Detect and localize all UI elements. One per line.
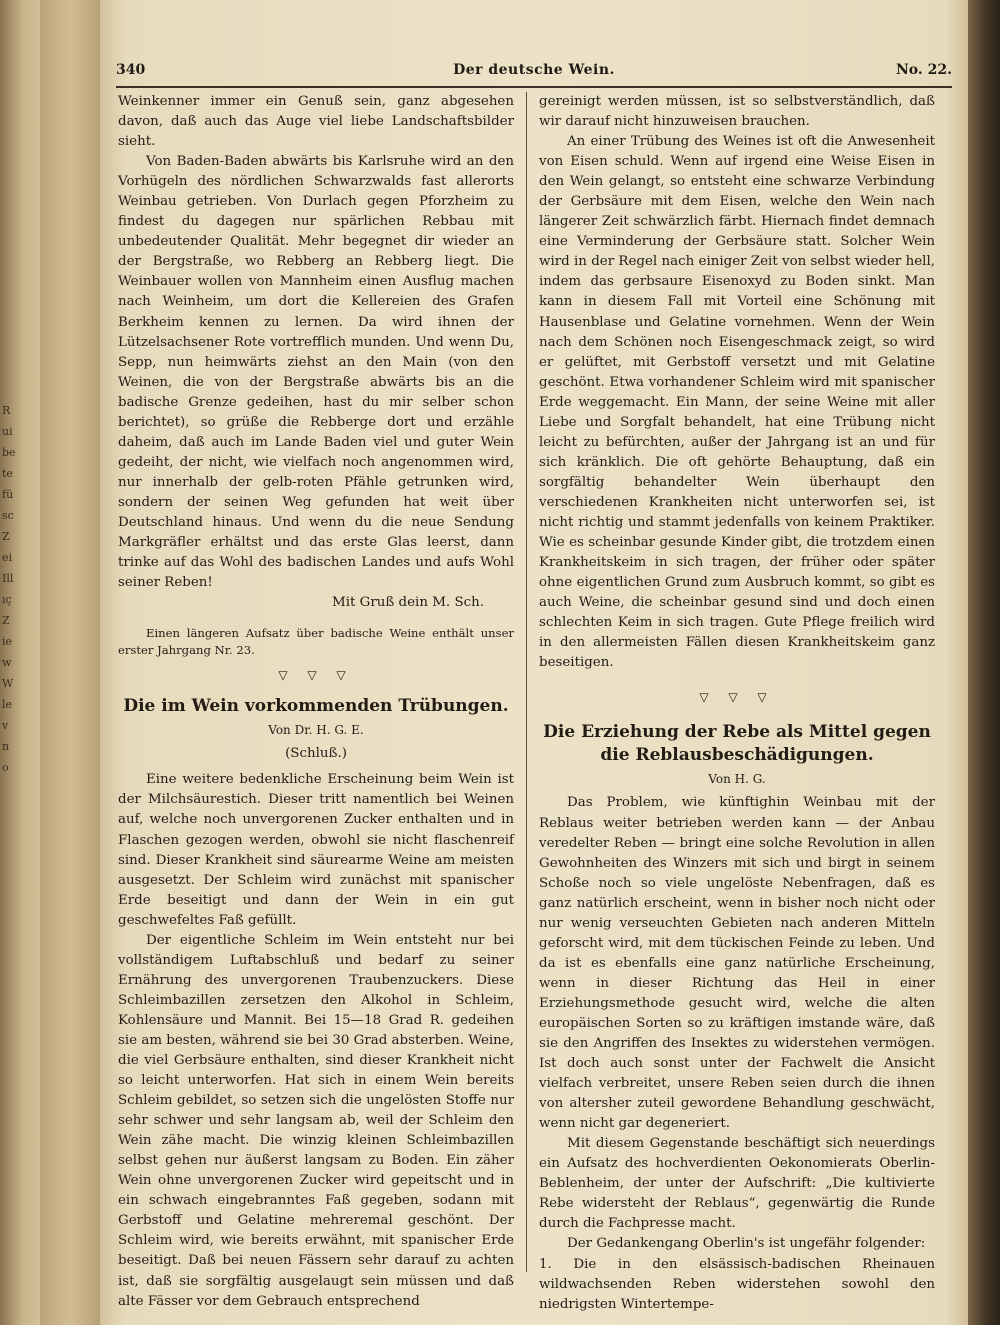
periodical-title: Der deutsche Wein. bbox=[453, 62, 615, 78]
article-paragraph: Der Gedankengang Oberlin's ist ungefähr folgender: bbox=[567, 1236, 926, 1252]
margin-text-fragment: R ui be te fü sc Z ei Ill ıç Z ie w W le v n o bbox=[2, 404, 16, 774]
editor-note: Einen längeren Aufsatz über badische Weine enthält unser erster Jahrgang Nr. 23. bbox=[118, 626, 514, 658]
header-rule bbox=[116, 86, 952, 88]
intro-paragraph: Weinkenner immer ein Genuß sein, ganz abgesehen davon, daß auch das Auge viel liebe Landschaftsbilder sieht. bbox=[118, 94, 514, 150]
issue-number: No. 22. bbox=[896, 62, 952, 78]
ornament-divider: ▽ ▽ ▽ bbox=[278, 668, 354, 683]
ornament-divider: ▽ ▽ ▽ bbox=[699, 690, 775, 705]
article-paragraph: Das Problem, wie künftighin Weinbau mit der Reblaus weiter betrieben werden kann — der Anbau veredelter Reben — bringt eine solche Revolution in allen Gewohnheiten des Winzers mit sich und birgt in seinem Schoße noch so viele ungelöste Nebenfragen, daß es ganz natürlich erscheint, wenn in bisher noch nicht oder nur wenig verseuchten Gebieten nach anderen Mitteln geforscht wird, mit dem tückischen Feinde zu leben. Und da ist es ebenfalls eine ganz natürliche Erscheinung, wenn in dieser Richtung das Heil in einer Erziehungsmethode gesucht wird, welche die alten europäischen Sorten so zu kräftigen imstande wäre, daß sie den Angriffen des Insektes zu widerstehen vermögen. Ist doch auch sonst unter der Fachwelt die Ansicht vielfach verbreitet, unsere Reben seien durch die ihnen von altersher zuteil gewordene Behandlung geschwächt, wenn nicht gar degeneriert. bbox=[539, 795, 935, 1132]
page-number: 340 bbox=[116, 62, 146, 78]
article-byline: Von Dr. H. G. E. bbox=[268, 723, 364, 738]
signature: Mit Gruß dein M. Sch. bbox=[332, 595, 484, 611]
continued-paragraph: gereinigt werden müssen, ist so selbstverständlich, daß wir darauf nicht hinzuweisen brauchen. bbox=[539, 94, 935, 130]
left-column bbox=[118, 92, 514, 1312]
article-paragraph: Der eigentliche Schleim im Wein entsteht nur bei vollständigem Luftabschluß und bedarf zu seiner Ernährung des unvergorenen Traubenzuckers. Diese Schleimbazillen zersetzen den Alkohol in Schleim, Kohlensäure und Mannit. Bei 15—18 Grad R. gedeihen sie am besten, während sie bei 30 Grad absterben. Weine, die viel Gerbsäure enthalten, sind dieser Krankheit nicht so leicht unterworfen. Hat sich in einem Wein bereits Schleim gebildet, so setzen sich die ungelösten Stoffe nur sehr schwer und sehr langsam ab, weil der Schleim den Wein zähe macht. Die winzig kleinen Schleimbazillen selbst gehen nur äußerst langsam zu Boden. Ein zäher Wein ohne unvergorenen Zucker wird gepeitscht und in ein schwach eingebranntes Faß gegeben, sodann mit Gerbstoff und Gelatine mehreremal geschönt. Der Schleim wird, wie bereits erwähnt, mit spanischer Erde beseitigt. Daß bei neuen Fässern sehr darauf zu achten ist, daß sie sorgfältig ausgelaugt sein müssen und daß alte Fässer vor dem Gebrauch entsprechend bbox=[118, 932, 514, 1309]
article-paragraph: Eine weitere bedenkliche Erscheinung beim Wein ist der Milchsäurestich. Dieser tritt namentlich bei Weinen auf, welche noch unvergorenen Zucker enthalten und in Flaschen gezogen werden, obwohl sie nicht flaschenreif sind. Dieser Krankheit sind säurearme Weine am meisten ausgesetzt. Der Schleim wird zunächst mit spanischer Erde beseitigt und dann der Wein in ein gut geschwefeltes Faß gefüllt. bbox=[118, 772, 514, 928]
article-subtitle: (Schluß.) bbox=[285, 746, 347, 762]
article-title: Die Erziehung der Rebe als Mittel gegen die Reblausbeschädigungen. bbox=[543, 722, 931, 766]
article-paragraph: 1. Die in den elsässisch-badischen Rheinauen wildwachsenden Reben widerstehen sowohl den niedrigsten Wintertempe- bbox=[539, 1256, 935, 1312]
article-paragraph: An einer Trübung des Weines ist oft die Anwesenheit von Eisen schuld. Wenn auf irgend eine Weise Eisen in den Wein gelangt, so entsteht eine schwarze Verbindung der Gerbsäure mit dem Eisen, welche den Wein nach längerer Zeit schwärzlich färbt. Hiernach findet demnach eine Verminderung der Gerbsäure statt. Solcher Wein wird in der Regel nach einiger Zeit von selbst wieder hell, indem das gerbsaure Eisenoxyd zu Boden sinkt. Man kann in diesem Fall mit Vorteil eine Schönung mit Hausenblase und Gelatine vornehmen. Wenn der Wein nach dem Schönen noch Eisengeschmack zeigt, so wird er gelüftet, mit Gerbstoff versetzt und mit Gelatine geschönt. Etwa vorhandener Schleim wird mit spanischer Erde weggemacht. Ein Mann, der seine Weine mit aller Liebe und Sorgfalt behandelt, hat eine Trübung nicht leicht zu befürchten, außer der Jahrgang ist an und für sich kränklich. Die oft gehörte Behauptung, daß ein sorgfältig behandelter Wein überhaupt den verschiedenen Krankheiten nicht unterworfen sei, ist nicht richtig und stammt jedenfalls von keinem Praktiker. Wie es scheinbar gesunde Kinder gibt, die trotzdem einen Krankheitskeim in sich tragen, der früher oder später ohne eigentlichen Grund zum Ausbruch kommt, so gibt es auch Weine, die scheinbar gesund sind und doch einen schlechten Keim in sich tragen. Gute Pflege freilich wird in den allermeisten Fällen diesen Krankheitskeim ganz beseitigen. bbox=[539, 134, 935, 671]
article-paragraph: Mit diesem Gegenstande beschäftigt sich neuerdings ein Aufsatz des hochverdienten Oekonomierats Oberlin-Beblenheim, der unter der Aufschrift: „Die kultivierte Rebe widersteht der Reblaus“, gegenwärtig die Runde durch die Fachpresse macht. bbox=[539, 1136, 935, 1232]
page-header bbox=[116, 62, 952, 86]
right-column bbox=[539, 92, 935, 1315]
article-byline: Von H. G. bbox=[708, 772, 766, 787]
column-divider bbox=[526, 92, 527, 1272]
book-cover-edge bbox=[968, 0, 1000, 1325]
letter-paragraph: Von Baden-Baden abwärts bis Karlsruhe wird an den Vorhügeln des nördlichen Schwarzwalds fast allerorts Weinbau getrieben. Von Durlach gegen Pforzheim zu findest du dagegen nur spärlichen Rebbau mit unbedeutender Qualität. Mehr begegnet dir wieder an der Bergstraße, wo Rebberg an Rebberg liegt. Die Weinbauer wollen von Mannheim einen Ausflug machen nach Weinheim, um dort die Kellereien des Grafen Berkheim kennen zu lernen. Da wird ihnen der Lützelsachsener Rote vortrefflich munden. Und wenn Du, Sepp, nun heimwärts ziehst an den Main (von den Weinen, die von der Bergstraße abwärts bis an die badische Grenze gedeihen, hast du mir selber schon berichtet), so grüße die Rebberge dort und erzähle daheim, daß auch im Lande Baden viel und guter Wein gedeiht, der nicht, wie vielfach noch angenommen wird, nur innerhalb der gelb-roten Pfähle getrunken wird, sondern der seinen Weg gefunden hat weit über Deutschland hinaus. Und wenn du die neue Sendung Markgräfler erhältst und das erste Glas leerst, dann trinke auf das Wohl des badischen Landes und aufs Wohl seiner Reben! bbox=[118, 154, 514, 591]
article-title: Die im Wein vorkommenden Trübungen. bbox=[123, 696, 509, 717]
